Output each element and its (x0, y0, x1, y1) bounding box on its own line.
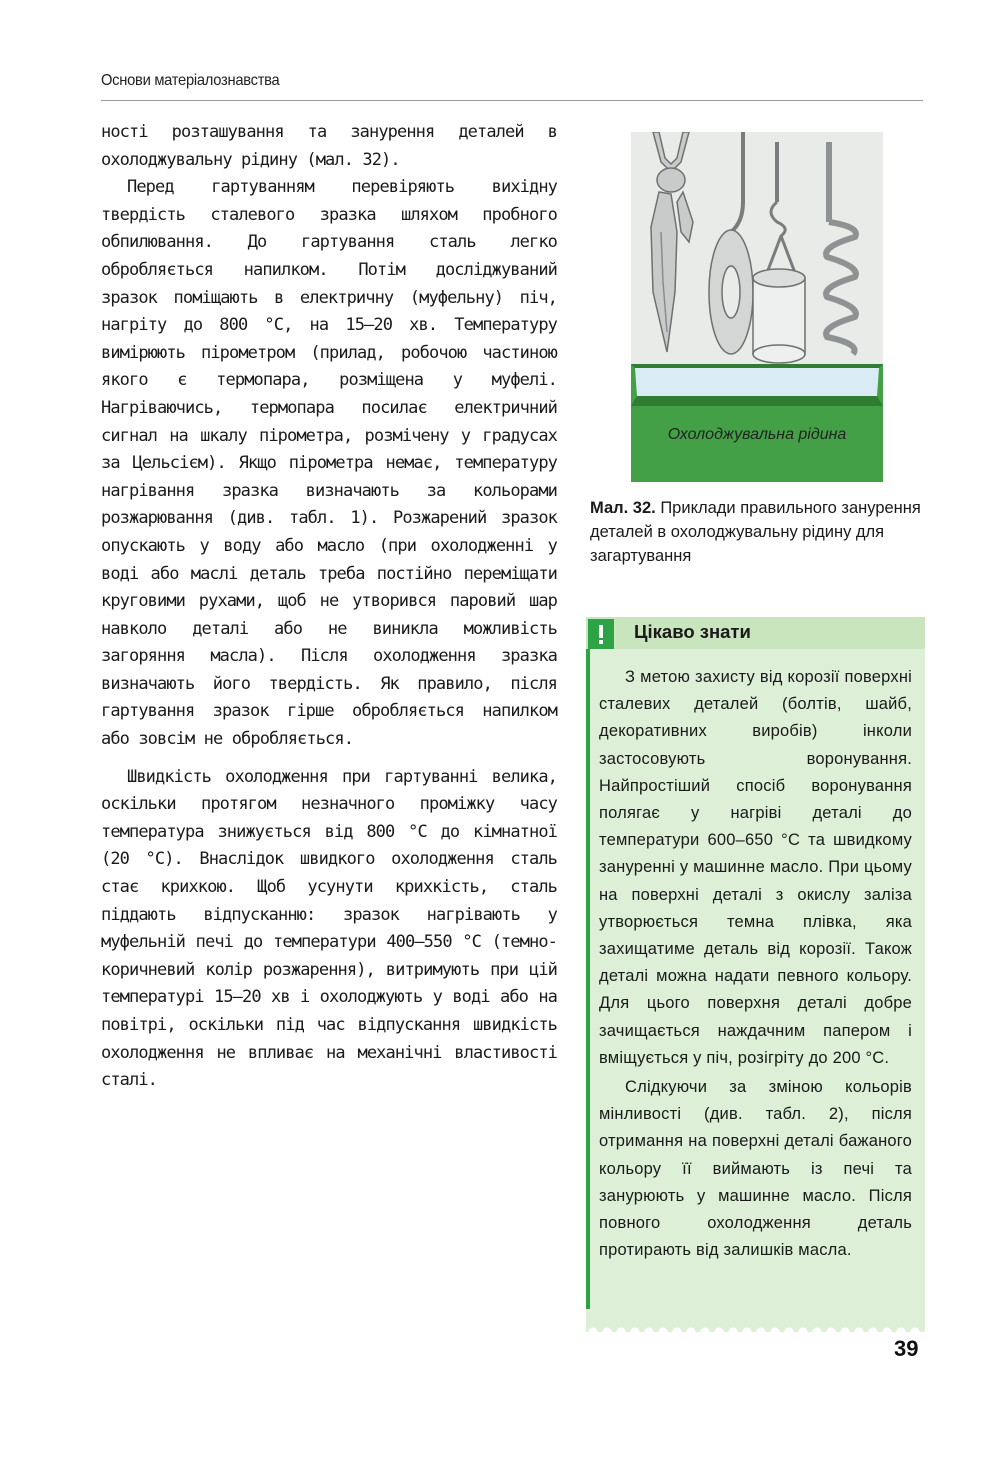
info-box (586, 617, 925, 1332)
page-number: 39 (894, 1336, 919, 1361)
info-paragraph-1: З метою захисту від корозії поверхні сталевих деталей (болтів, шайб, декоративних виробів) інколи застосовують воронування. Найпростіший спосіб воронування полягає у нагріві деталі до температури 600–650 °С та швидкому зануренні у машинне масло. При цьому на поверхні деталі з окислу заліза утворюється темна плівка, яка захищатиме деталь від корозії. Також деталі можна надати певного кольору. Для цього поверхня деталі добре зачищається наждачним папером і вміщується у піч, розігріту до 200 °С. (599, 668, 912, 1067)
info-paragraph-2: Слідкуючи за зміною кольорів мінливості (див. табл. 2), після отримання на поверхні деталі бажаного кольору її виймають із печі та занурюють у машинне масло. Після повного охолодження деталь протирають від залишків масла. (599, 1078, 912, 1260)
paragraph-hardening-check: Перед гартуванням перевіряють вихідну твердість сталевого зразка шляхом пробного обпилювання. До гартування сталь легко обробляється напилком. Потім досліджуваний зразок поміщають в електричну (муфельну) піч, нагріту до 800 °С, на 15–20 хв. Температуру вимірюють пірометром (прилад, робочою частиною якого є термопара, розміщена у муфелі. Нагріваючись, термопара посилає електричний сигнал на шкалу пірометра, розмічену у градусах за Цельсієм). Якщо пірометра немає, температуру нагрівання зразка визначають за кольорами розжарювання (див. табл. 1). Розжарений зразок опускають у воду або масло (при охолодженні у воді або маслі деталь треба постійно переміщати круговими рухами, щоб не утворився паровий шар навколо деталі або не виникла можливість загоряння масла). Після охолодження зразка визначають його твердість. Як правило, після гартування зразок гірше обробляється напилком або зовсім не обробляється. (101, 177, 557, 750)
info-box-header (586, 617, 925, 649)
caption-text: Приклади правильного занурення деталей в охолоджувальну рідину для загартування (590, 499, 921, 565)
info-box-rule (586, 649, 590, 1309)
paragraph-cooling-speed: Швидкість охолодження при гартуванні велика, оскільки протягом незначного проміжку часу температура знижується від 800 °С до кімнатної (20 °С). Внаслідок швидкого охолодження сталь стає крихкою. Щоб усунути крихкість, сталь піддають відпусканню: зразок нагрівають у муфельній печі до температури 400–550 °С (темно-коричневий колір розжарення), витримують при цій температурі 15–20 хв і охолоджують у воді або на повітрі, оскільки під час відпускання швидкість охолодження не впливає на механічні властивості сталі. (101, 766, 557, 1091)
figure-label: Охолоджувальна рідина (667, 426, 847, 443)
exclamation-icon (588, 619, 614, 649)
info-box-text (599, 664, 912, 1264)
liquid-surface (635, 368, 879, 396)
header-rule (101, 100, 923, 101)
caption-prefix: Мал. 32. (590, 499, 656, 517)
main-text-column (101, 119, 557, 1095)
figure-caption (590, 496, 925, 568)
figure-32 (631, 132, 883, 482)
info-box-scalloped-edge (586, 1322, 925, 1332)
running-head: Основи матеріалознавства (101, 72, 280, 89)
info-box-title: Цікаво знати (634, 621, 751, 642)
paragraph-continuation: ності розташування та занурення деталей в охолоджувальну рідину (мал. 32). (101, 122, 557, 170)
